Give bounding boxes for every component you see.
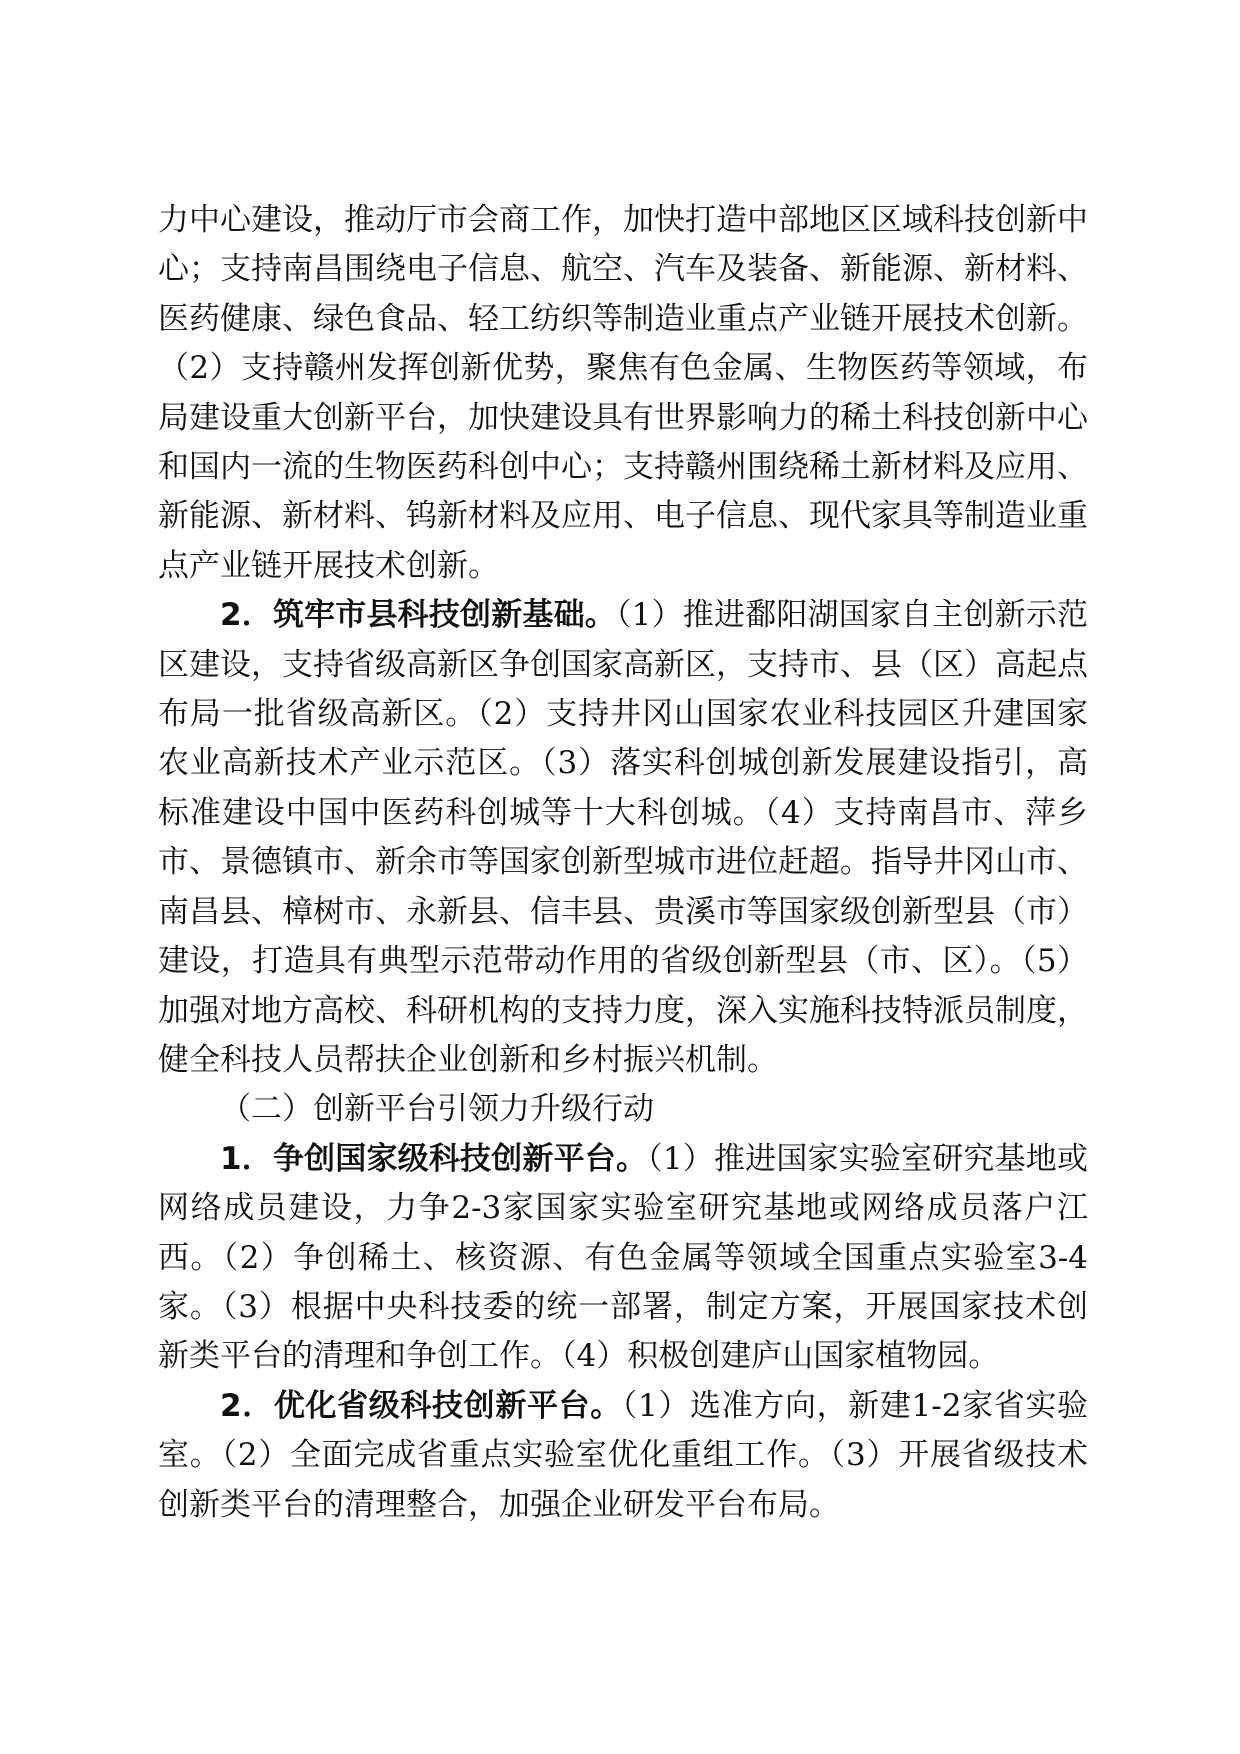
paragraph-text: （1）推进国家实验室研究基地或网络成员建设，力争2-3家国家实验室研究基地或网络成员落户江西。（2）争创稀土、核资源、有色金属等领域全国重点实验室3-4家。（3）根据中央科技委的统一部署，制定方案，开展国家技术创新类平台的清理和争创工作。（4）积极创建庐山国家植物园。 [158, 1140, 1088, 1375]
paragraph-national-platforms [158, 1135, 1088, 1382]
document-body [158, 196, 1088, 1530]
paragraph-lead-heading: 1．争创国家级科技创新平台。 [220, 1140, 648, 1177]
paragraph-provincial-platforms [158, 1382, 1088, 1530]
paragraph-county-innovation-foundation [158, 591, 1088, 1085]
section-heading: （二）创新平台引领力升级行动 [220, 1091, 654, 1128]
paragraph-text: （1）选准方向，新建1-2家省实验室。（2）全面完成省重点实验室优化重组工作。（3）开展省级技术创新类平台的清理整合，加强企业研发平台布局。 [158, 1387, 1088, 1523]
paragraph-continuation [158, 196, 1088, 591]
paragraph-text: （1）推进鄱阳湖国家自主创新示范区建设，支持省级高新区争创国家高新区，支持市、县（区）高起点布局一批省级高新区。（2）支持井冈山国家农业科技园区升建国家农业高新技术产业示范区。（3）落实科创城创新发展建设指引，高标准建设中国中医药科创城等十大科创城。（4）支持南昌市、萍乡市、景德镇市、新余市等国家创新型城市进位赶超。指导井冈山市、南昌县、樟树市、永新县、信丰县、贵溪市等国家级创新型县（市）建设，打造具有典型示范带动作用的省级创新型县（市、区）。（5）加强对地方高校、科研机构的支持力度，深入实施科技特派员制度，健全科技人员帮扶企业创新和乡村振兴机制。 [158, 597, 1088, 1078]
paragraph-text: 力中心建设，推动厅市会商工作，加快打造中部地区区域科技创新中心；支持南昌围绕电子信息、航空、汽车及装备、新能源、新材料、医药健康、绿色食品、轻工纺织等制造业重点产业链开展技术创新。（2）支持赣州发挥创新优势，聚焦有色金属、生物医药等领域，布局建设重大创新平台，加快建设具有世界影响力的稀土科技创新中心和国内一流的生物医药科创中心；支持赣州围绕稀土新材料及应用、新能源、新材料、钨新材料及应用、电子信息、现代家具等制造业重点产业链开展技术创新。 [158, 202, 1088, 584]
paragraph-lead-heading: 2．筑牢市县科技创新基础。 [220, 597, 616, 634]
paragraph-lead-heading: 2．优化省级科技创新平台。 [220, 1387, 622, 1424]
